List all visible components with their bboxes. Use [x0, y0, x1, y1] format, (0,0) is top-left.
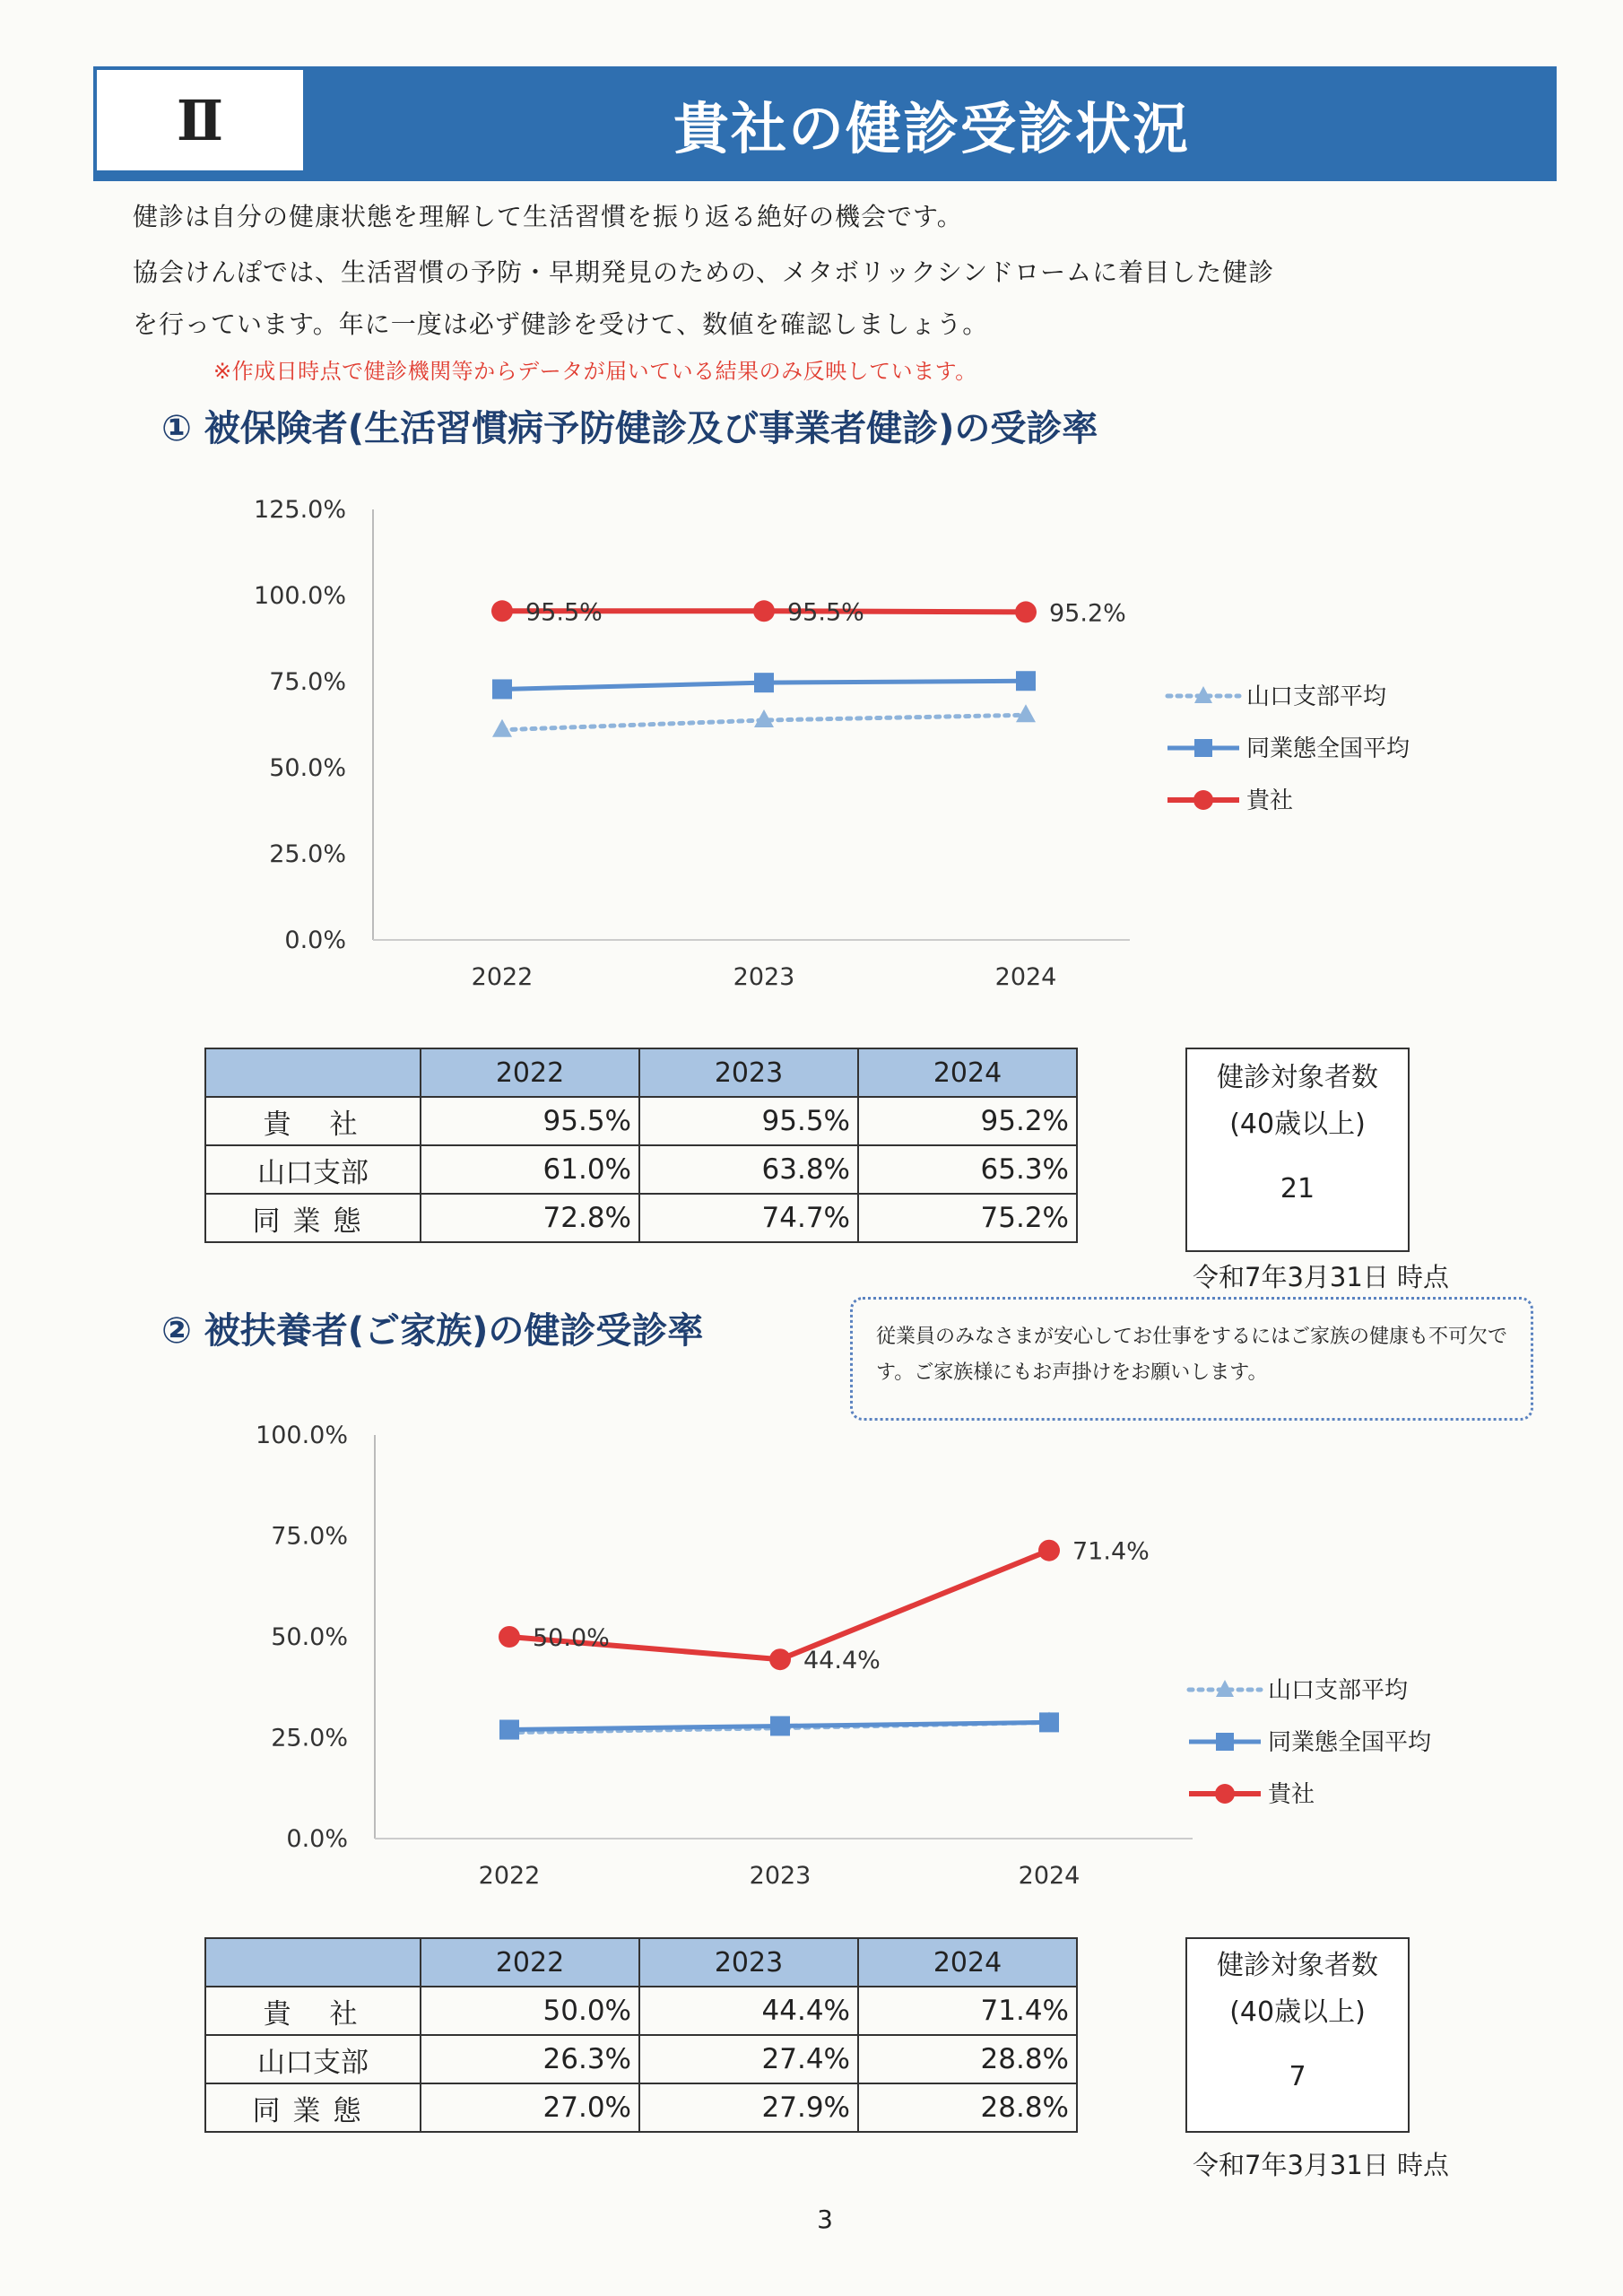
- insured-table: [204, 1048, 1078, 1243]
- table-cell: 44.4%: [639, 1987, 858, 2035]
- section-number: Ⅱ: [176, 87, 224, 153]
- x-tick-label: 2022: [471, 963, 534, 991]
- row-label: 同業態: [205, 2083, 421, 2132]
- table-cell: 27.0%: [421, 2083, 639, 2132]
- intro-line-3: を行っています。年に一度は必ず健診を受けて、数値を確認しましょう。: [133, 309, 989, 339]
- table-cell: 95.2%: [858, 1097, 1077, 1145]
- legend-label: 山口支部平均: [1246, 683, 1387, 710]
- table-cell: 63.8%: [639, 1145, 858, 1194]
- y-tick-label: 100.0%: [254, 582, 346, 610]
- target-count-sublabel: (40歳以上): [1229, 1996, 1366, 2028]
- target-count-label: 健診対象者数: [1217, 1062, 1378, 1093]
- y-tick-label: 75.0%: [271, 1522, 348, 1551]
- as-of-date: 令和7年3月31日 時点: [1193, 1262, 1450, 1292]
- y-tick-label: 100.0%: [256, 1422, 348, 1449]
- table-cell: 27.9%: [639, 2083, 858, 2132]
- dependent-table: [204, 1937, 1078, 2133]
- legend-label: 同業態全国平均: [1246, 735, 1410, 762]
- table-row: [205, 1987, 1077, 2035]
- data-label: 50.0%: [533, 1624, 610, 1652]
- table-row: [205, 2035, 1077, 2083]
- row-label: 貴 社: [205, 1987, 421, 2035]
- data-point-square: [499, 1720, 519, 1740]
- page-number: 3: [817, 2205, 833, 2234]
- row-label: 貴 社: [205, 1097, 421, 1145]
- x-tick-label: 2023: [733, 963, 795, 991]
- table-cell: 61.0%: [421, 1145, 639, 1194]
- data-label: 95.5%: [525, 598, 603, 627]
- row-label: 同業態: [205, 1194, 421, 1242]
- legend-label: 同業態全国平均: [1268, 1729, 1432, 1756]
- data-point-circle: [769, 1648, 791, 1670]
- data-point-circle: [753, 600, 775, 622]
- table-cell: 74.7%: [639, 1194, 858, 1242]
- y-tick-label: 50.0%: [271, 1623, 348, 1651]
- section2-title: ② 被扶養者(ご家族)の健診受診率: [161, 1310, 704, 1352]
- y-tick-label: 25.0%: [269, 840, 346, 868]
- table-row: [205, 1097, 1077, 1145]
- data-point-square: [770, 1716, 790, 1735]
- table-row: [205, 1145, 1077, 1194]
- row-label: 山口支部: [205, 1145, 421, 1194]
- target-count-sublabel: (40歳以上): [1229, 1109, 1366, 1140]
- table-header: 2022: [421, 1938, 639, 1987]
- table-row: [205, 1194, 1077, 1242]
- y-tick-label: 75.0%: [269, 668, 346, 696]
- table-cell: 28.8%: [858, 2083, 1077, 2132]
- legend-marker: [1216, 1733, 1234, 1751]
- legend-marker: [1215, 1784, 1235, 1804]
- family-message: 従業員のみなさまが安心してお仕事をするにはご家族の健康も不可欠です。ご家族様にもお声掛けをお願いします。: [850, 1297, 1533, 1421]
- table-header: 2023: [639, 1048, 858, 1097]
- table-row: [205, 2083, 1077, 2132]
- legend-label: 山口支部平均: [1268, 1677, 1409, 1704]
- data-point-circle: [1015, 601, 1037, 622]
- legend-label: 貴社: [1246, 787, 1294, 814]
- legend-label: 貴社: [1268, 1781, 1315, 1808]
- data-note: ※作成日時点で健診機関等からデータが届いている結果のみ反映しています。: [213, 359, 977, 384]
- table-cell: 71.4%: [858, 1987, 1077, 2035]
- data-point-circle: [491, 600, 513, 622]
- data-point-square: [754, 673, 774, 692]
- y-tick-label: 25.0%: [271, 1724, 348, 1752]
- data-point-square: [492, 679, 512, 699]
- data-point-triangle: [492, 719, 512, 737]
- y-tick-label: 0.0%: [286, 1825, 348, 1853]
- target-count-box: [1185, 1048, 1410, 1252]
- table-cell: 95.5%: [421, 1097, 639, 1145]
- table-header: 2024: [858, 1048, 1077, 1097]
- section1-title: ① 被保険者(生活習慣病予防健診及び事業者健診)の受診率: [161, 408, 1098, 449]
- data-point-circle: [1038, 1540, 1060, 1561]
- intro-line-2: 協会けんぽでは、生活習慣の予防・早期発見のための、メタボリックシンドロームに着目した健診: [133, 257, 1275, 287]
- y-tick-label: 0.0%: [284, 926, 346, 954]
- y-tick-label: 50.0%: [269, 754, 346, 782]
- table-cell: 75.2%: [858, 1194, 1077, 1242]
- data-label: 95.2%: [1049, 599, 1126, 628]
- data-point-circle: [499, 1626, 520, 1648]
- data-point-square: [1039, 1712, 1059, 1732]
- x-tick-label: 2022: [478, 1862, 541, 1890]
- x-tick-label: 2024: [994, 963, 1057, 991]
- data-point-square: [1016, 671, 1036, 691]
- legend-marker: [1194, 739, 1212, 757]
- table-header: 2024: [858, 1938, 1077, 1987]
- as-of-date: 令和7年3月31日 時点: [1193, 2150, 1450, 2180]
- data-label: 95.5%: [787, 598, 864, 627]
- table-corner: [205, 1048, 421, 1097]
- table-cell: 95.5%: [639, 1097, 858, 1145]
- row-label: 山口支部: [205, 2035, 421, 2083]
- intro-line-1: 健診は自分の健康状態を理解して生活習慣を振り返る絶好の機会です。: [133, 202, 963, 231]
- page-title: 貴社の健診受診状況: [673, 95, 1190, 161]
- table-cell: 26.3%: [421, 2035, 639, 2083]
- target-count-value: 7: [1289, 2061, 1306, 2092]
- target-count-label: 健診対象者数: [1217, 1950, 1378, 1981]
- x-tick-label: 2024: [1018, 1862, 1081, 1890]
- table-header: 2023: [639, 1938, 858, 1987]
- table-cell: 50.0%: [421, 1987, 639, 2035]
- table-header: 2022: [421, 1048, 639, 1097]
- insured-rate-chart: [254, 496, 1410, 991]
- y-tick-label: 125.0%: [254, 496, 346, 524]
- table-cell: 72.8%: [421, 1194, 639, 1242]
- table-cell: 28.8%: [858, 2035, 1077, 2083]
- table-cell: 65.3%: [858, 1145, 1077, 1194]
- target-count-box: [1185, 1937, 1410, 2133]
- data-label: 71.4%: [1072, 1537, 1150, 1566]
- data-label: 44.4%: [803, 1647, 881, 1675]
- table-cell: 27.4%: [639, 2035, 858, 2083]
- dependent-rate-chart: [256, 1422, 1431, 1890]
- target-count-value: 21: [1280, 1173, 1315, 1205]
- legend-marker: [1193, 790, 1213, 810]
- table-corner: [205, 1938, 421, 1987]
- x-tick-label: 2023: [749, 1862, 812, 1890]
